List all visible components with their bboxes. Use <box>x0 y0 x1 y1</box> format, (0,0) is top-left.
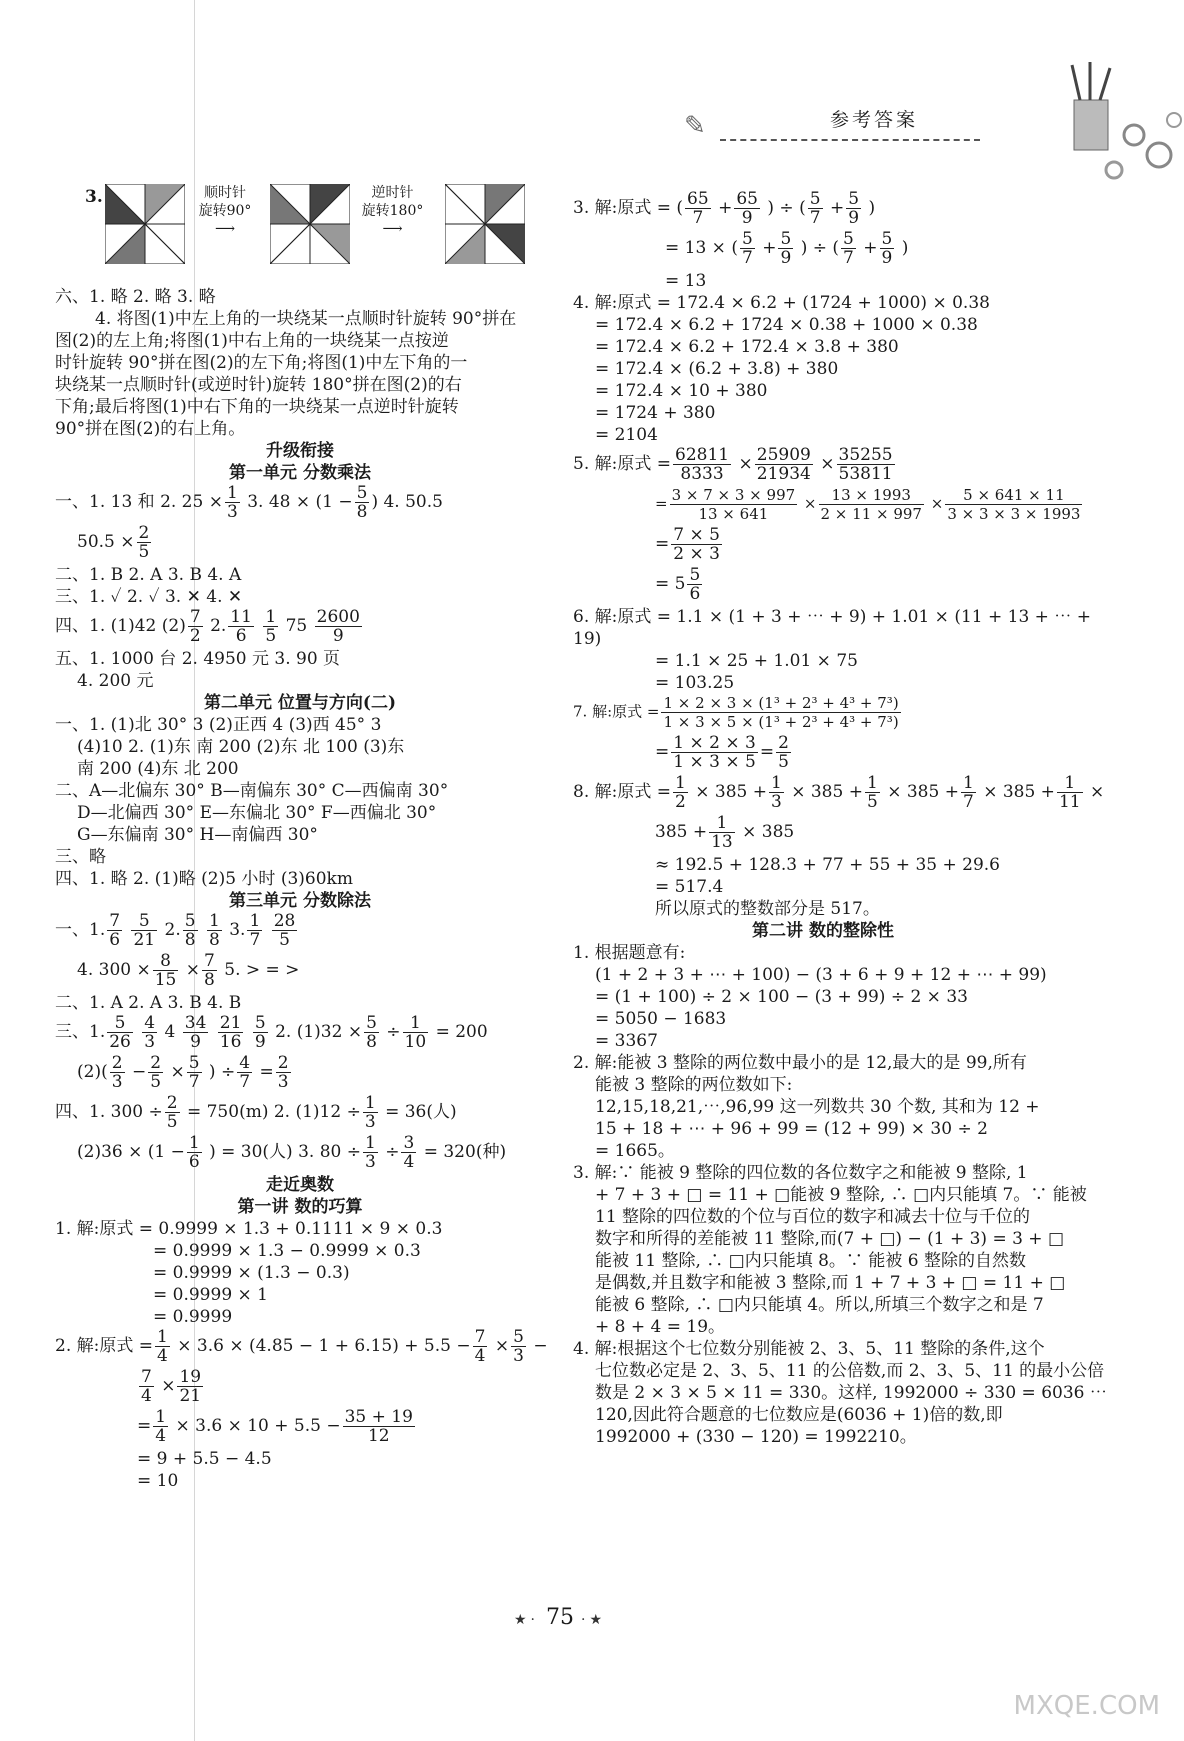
text-line: ≈ 192.5 + 128.3 + 77 + 55 + 35 + 29.6 <box>655 855 1000 875</box>
fraction <box>671 734 758 771</box>
numerator: 35 + 19 <box>344 1407 413 1427</box>
fraction <box>778 230 793 267</box>
text-line: 三、1. ✓ 2. ✓ 3. ✕ 4. ✕ <box>55 587 243 607</box>
pinwheel-3 <box>445 184 525 264</box>
arrow-label-1: 顺时针 旋转90° ⟶ <box>190 184 260 238</box>
numerator: 1 <box>188 1133 200 1153</box>
fraction <box>107 912 122 949</box>
denominator: 3 <box>364 1112 376 1132</box>
text-line: 一、1. (1)北 30° 3 (2)正西 4 (3)西 45° 3 <box>55 715 382 735</box>
fraction <box>511 1328 526 1365</box>
fraction <box>177 1368 203 1405</box>
fraction <box>153 952 179 989</box>
numerator: 1 <box>365 1133 376 1153</box>
text-line: = 172.4 × (6.2 + 3.8) + 380 <box>595 359 839 379</box>
denominator: 3 <box>513 1346 524 1366</box>
text-line: 2. 解:能被 3 整除的两位数中最小的是 12,最大的是 99,所有 <box>573 1053 1027 1073</box>
numerator: 35255 <box>838 445 893 465</box>
page-header <box>680 95 1020 155</box>
text-line: 二、1. B 2. A 3. B 4. A <box>55 565 242 585</box>
text-line: = 0.9999 × 1.3 − 0.9999 × 0.3 <box>153 1241 421 1261</box>
fraction <box>776 734 791 771</box>
numerator: 5 <box>809 189 821 209</box>
text-line: 能被 6 整除, ∴ □内只能填 4。所以,所填三个数字之和是 7 <box>595 1295 1044 1315</box>
text-line: 1. 解:原式 = 0.9999 × 1.3 + 0.1111 × 9 × 0.3 <box>55 1219 443 1239</box>
denominator: 8 <box>184 930 196 950</box>
denominator: 5 <box>866 792 878 812</box>
numerator: 1 <box>249 911 261 931</box>
denominator: 3 <box>365 1152 376 1172</box>
text-line: 五、1. 1000 台 2. 4950 元 3. 90 页 <box>55 649 341 669</box>
denominator: 8 <box>204 970 215 990</box>
denominator: 2 × 11 × 997 <box>820 505 922 523</box>
star-right-icon: ·★ <box>581 1612 607 1628</box>
fraction <box>165 1094 180 1131</box>
numerator: 7 <box>109 911 121 931</box>
numerator: 1 <box>709 814 735 833</box>
denominator: 3 <box>277 1072 289 1092</box>
fraction <box>673 446 731 483</box>
fraction <box>355 484 370 521</box>
text-line: 七位数必定是 2、3、5、11 的公倍数,而 2、3、5、11 的最小公倍 <box>595 1361 1105 1381</box>
numerator: 5 <box>356 483 368 503</box>
numerator: 5 <box>254 1013 266 1033</box>
text-line: 能被 11 整除, ∴ □内只能填 8。∵ 能被 6 整除的自然数 <box>595 1251 1026 1271</box>
section-heading: 第三单元 分数除法 <box>229 891 371 911</box>
numerator: 1 × 2 × 3 <box>673 733 756 753</box>
page-footer <box>500 1605 620 1630</box>
fraction <box>769 774 784 811</box>
denominator: 9 <box>741 208 753 228</box>
fraction <box>272 912 298 949</box>
numerator: 5 <box>513 1327 524 1347</box>
text-line: 图(2)的左上角;将图(1)中右上角的一块绕某一点按逆 <box>55 331 449 351</box>
text-line: 4. 将图(1)中左上角的一块绕某一点顺时针旋转 90°拼在 <box>95 309 517 329</box>
numerator: 7 <box>204 951 215 971</box>
numerator: 1 × 2 × 3 × (1³ + 2³ + 4³ + 7³) <box>663 694 899 712</box>
pinwheel-row <box>55 182 545 282</box>
fraction <box>139 1368 154 1405</box>
fraction <box>363 1094 378 1131</box>
denominator: 9 <box>780 248 792 268</box>
denominator: 6 <box>109 930 121 950</box>
text-line: 90°拼在图(2)的右上角。 <box>55 419 246 439</box>
denominator: 7 <box>843 248 854 268</box>
fraction <box>155 1328 170 1365</box>
text-line: = (1 + 100) ÷ 2 × 100 − (3 + 99) ÷ 2 × 33 <box>595 987 968 1007</box>
denominator: 5 <box>138 542 150 562</box>
fraction <box>276 1054 291 1091</box>
numerator: 7 <box>141 1367 152 1387</box>
fraction <box>671 526 722 563</box>
denominator: 4 <box>157 1346 168 1366</box>
numerator: 5 <box>780 229 792 249</box>
text-line: 数字和所得的差能被 11 整除,而(7 + □) − (1 + 3) = 3 + □ <box>595 1229 1065 1249</box>
numerator: 8 <box>153 952 179 971</box>
numerator: 2 <box>111 1053 123 1073</box>
section-heading: 第二单元 位置与方向(二) <box>203 693 396 713</box>
denominator: 7 <box>741 248 753 268</box>
text-line: = 5050 − 1683 <box>595 1009 727 1029</box>
denominator: 12 <box>367 1426 390 1446</box>
fraction <box>819 486 924 523</box>
right-column: 3. 解:原式 = ( $\frac{65}{7}$ + $\frac{65}{9}$ ) ÷ ( $\frac{5}{7}$ + $\frac{5}{9}$ ) = 13 × ( $\frac{5}{7}$ + $\frac{5}{9}$ ) ÷ ( $\frac{5}{7}$ + $\frac{5}{9}$ ) = 13 4. 解:原式 = 172.4 × 6.2 + (1724 + 1000) × 0.38 = 172.4 × 6.2 + 1724 × 0.38 + 1000 × 0.38 = 172.4 × 6.2 + 172.4 × 3.8 + 380 = 172.4 × (6.2 + 3.8) + 380 = 172.4 × 10 + 380 = 1724 + 380 = 2104 5. 解:原式 = $\frac{62811}{8333}$ × $\frac{25909}{21934}$ × $\frac{35255}{53811}$ = $\frac{3 \times 7 \times 3 \times 997}{13 \times 641}$ × $\frac{13 \times 1993}{2 \times 11 \times 997}$ × $\frac{5 \times 641 \times 11}{3 \times 3 \times 3 \times 1993}$ = $\frac{7 \times 5}{2 \times 3}$ = 5 $\frac{5}{6}$ 6. 解:原式 = 1.1 × (1 + 3 + ⋯ + 9) + 1.01 × (11 + 13 + ⋯ + 19) = 1.1 × 25 + 1.01 × 75 = 103.25 7. 解:原式 = $\frac{\text{1 × 2 × 3 × (1³ + 2³ + 4³ + 7³)}}{\text{1 × 3 × 5 × (1³ + 2³ + 4³ + 7³)}}$ = $\frac{1 \times 2 \times 3}{1 \times 3 \times 5}$ = $\frac{2}{5}$ 8. 解:原式 = $\frac{1}{2}$ × 385 + $\frac{1}{3}$ × 385 + $\frac{1}{5}$ × 385 + $\frac{1}{7}$ × 385 + $\frac{1}{11}$ × 385 + $\frac{1}{13}$ × 385 ≈ 192.5 + 128.3 + 77 + 55 + 35 + 29.6 = 517.4 所以原式的整数部分是 517。 第二讲 数的整除性 1. 根据题意有: (1 + 2 + 3 + ⋯ + 100) − (3 + 6 + 9 + 12 + ⋯ + 99) = (1 + 100) ÷ 2 × 100 − (3 + 99) ÷ 2 × 33 = 5050 − 1683 = 3367 2. 解:能被 3 整除的两位数中最小的是 12,最大的是 99,所有 能被 3 整除的两位数如下: 12,15,18,21,⋯,96,99 这一列数共 30 个数, 其和为 12 + 15 + 18 + ⋯ + 96 + 99 = (12 + 99) × 30 ÷ 2 = 1665。 3. 解:∵ 能被 9 整除的四位数的各位数字之和能被 9 整除, 1 + 7 + 3 + □ = 11 + □能被 9 整除, ∴ □内只能填 7。∵ 能被 11 整除的四位数的个位与百位的数字和减去十位与千位的 数字和所得的差能被 11 整除,而(7 + □) − (1 + 3) = 3 + □ 能被 11 整除, ∴ □内只能填 8。∵ 能被 6 整除的自然数 是偶数,并且数字和能被 3 整除,而 1 + 7 + 3 + □ = 11 + □ 能被 6 整除, ∴ □内只能填 4。所以,所填三个数字之和是 7 + 8 + 4 = 19。 4. 解:根据这个七位数分别能被 2、3、5、11 整除的条件,这个 七位数必定是 2、3、5、11 的公倍数,而 2、3、5、11 的最小公倍 数是 2 × 3 × 5 × 11 = 330。这样, 1992000 ÷ 330 = 6036 ⋯ 120,因此符合题意的七位数应是(6036 + 1)倍的数,即 1992000 + (330 − 120) = 1992210。 <box>573 189 1107 1447</box>
numerator: 1 <box>1057 774 1083 793</box>
fraction <box>253 1014 268 1051</box>
fraction <box>207 912 222 949</box>
numerator: 65 <box>736 189 758 209</box>
numerator: 1 <box>208 911 220 931</box>
denominator: 10 <box>404 1032 427 1052</box>
text-line: 6. 解:原式 = 1.1 × (1 + 3 + ⋯ + 9) + 1.01 × (11 + 13 + ⋯ + <box>573 607 1091 627</box>
denominator: 2 <box>675 792 686 812</box>
text-line: 下角;最后将图(1)中右下角的一块绕某一点逆时针旋转 <box>55 397 459 417</box>
numerator: 19 <box>179 1367 202 1387</box>
fraction <box>187 1054 202 1091</box>
fraction <box>107 1014 133 1051</box>
fraction <box>315 608 362 645</box>
fraction <box>841 230 856 267</box>
text-line: 3. 解:∵ 能被 9 整除的四位数的各位数字之和能被 9 整除, 1 <box>573 1163 1028 1183</box>
fraction <box>183 1014 209 1051</box>
flower-decoration-icon <box>1014 60 1184 200</box>
watermark: MXQE.COM <box>1013 1691 1160 1721</box>
fraction <box>808 190 823 227</box>
section-heading: 第一单元 分数乘法 <box>229 463 371 483</box>
denominator: 15 <box>154 970 177 990</box>
denominator: 6 <box>689 584 701 604</box>
denominator: 3 <box>144 1032 156 1052</box>
numerator: 1 <box>770 773 782 793</box>
text-line: 4. 解:原式 = 172.4 × 6.2 + (1724 + 1000) × 0.38 <box>573 293 990 313</box>
numerator: 21 <box>219 1013 242 1033</box>
numerator: 1 <box>157 1327 168 1347</box>
fraction <box>673 774 688 811</box>
arrow-right-icon: ⟶ <box>214 221 236 237</box>
numerator: 7 <box>189 607 201 627</box>
star-left-icon: ★· <box>513 1612 539 1628</box>
text-line: G—东偏南 30° H—南偏西 30° <box>77 825 318 845</box>
text-line: = 1.1 × 25 + 1.01 × 75 <box>655 651 858 671</box>
numerator: 7 <box>474 1327 486 1347</box>
text-line: 4. 解:根据这个七位数分别能被 2、3、5、11 整除的条件,这个 <box>573 1339 1045 1359</box>
numerator: 2 <box>277 1053 289 1073</box>
arrow-right-icon: ⟶ <box>382 221 403 237</box>
text-line: 六、1. 略 2. 略 3. 略 <box>55 287 216 307</box>
numerator: 5 <box>843 229 854 249</box>
denominator: 8333 <box>680 464 724 484</box>
denominator: 9 <box>332 626 344 646</box>
text-line: 数是 2 × 3 × 5 × 11 = 330。这样, 1992000 ÷ 330 = 6036 ⋯ <box>595 1383 1107 1403</box>
pencil-icon: ✎ <box>684 111 706 141</box>
numerator: 2 <box>150 1053 162 1073</box>
numerator: 5 <box>689 565 701 585</box>
denominator: 2 × 3 <box>673 544 720 564</box>
numerator: 3 <box>403 1133 415 1153</box>
text-line: = 172.4 × 10 + 380 <box>595 381 768 401</box>
fraction <box>734 190 760 227</box>
denominator: 5 <box>279 930 290 950</box>
text-line: 三、略 <box>55 847 106 867</box>
text-line: = 103.25 <box>655 673 735 693</box>
denominator: 5 <box>265 626 277 646</box>
numerator: 2 <box>778 733 789 753</box>
text-line: = 172.4 × 6.2 + 172.4 × 3.8 + 380 <box>595 337 899 357</box>
fraction <box>685 190 711 227</box>
arrow-label-2: 逆时针 旋转180° ⟶ <box>355 184 430 238</box>
fraction <box>188 608 203 645</box>
denominator: 4 <box>403 1152 415 1172</box>
denominator: 8 <box>208 930 220 950</box>
text-line: D—北偏西 30° E—东偏北 30° F—西偏北 30° <box>77 803 437 823</box>
numerator: 5 <box>366 1013 377 1033</box>
text-line: = 9 + 5.5 − 4.5 <box>137 1449 272 1469</box>
denominator: 7 <box>188 1072 200 1092</box>
numerator: 5 <box>131 912 157 931</box>
section-heading: 走近奥数 <box>266 1175 334 1195</box>
text-line: (1 + 2 + 3 + ⋯ + 100) − (3 + 6 + 9 + 12 + ⋯ + 99) <box>595 965 1047 985</box>
fraction <box>228 608 254 645</box>
denominator: 9 <box>254 1032 266 1052</box>
fraction <box>945 486 1082 523</box>
fraction <box>110 1054 125 1091</box>
fraction <box>183 912 198 949</box>
fraction <box>153 1408 168 1445</box>
denominator: 9 <box>848 208 860 228</box>
fraction <box>687 566 702 603</box>
denominator: 26 <box>109 1032 131 1052</box>
text-line: = 1724 + 380 <box>595 403 716 423</box>
text-line: 南 200 (4)东 北 200 <box>77 759 239 779</box>
text-line: 4. 200 元 <box>77 671 154 691</box>
text-line: (4)10 2. (1)东 南 200 (2)东 北 100 (3)东 <box>77 737 405 757</box>
fraction <box>1057 774 1083 811</box>
text-line: 15 + 18 + ⋯ + 96 + 99 = (12 + 99) × 30 ÷ 2 <box>595 1119 988 1139</box>
numerator: 25909 <box>756 445 811 465</box>
fraction <box>202 952 217 989</box>
text-line: = 172.4 × 6.2 + 1724 × 0.38 + 1000 × 0.38 <box>595 315 978 335</box>
numerator: 65 <box>687 189 709 209</box>
denominator: 16 <box>219 1032 242 1052</box>
denominator: 4 <box>155 1426 167 1446</box>
fraction <box>218 1014 244 1051</box>
numerator: 28 <box>273 911 296 931</box>
header-title: 参考答案 <box>830 109 919 131</box>
denominator: 53811 <box>838 464 893 484</box>
fraction <box>148 1054 163 1091</box>
text-line: 1992000 + (330 − 120) = 1992210。 <box>595 1427 917 1447</box>
numerator: 7 × 5 <box>673 525 720 545</box>
denominator: 8 <box>356 502 368 522</box>
fraction <box>364 1014 379 1051</box>
fraction <box>237 1054 252 1091</box>
denominator: 5 <box>778 752 789 772</box>
text-line: = 1665。 <box>595 1141 675 1161</box>
numerator: 1 <box>675 773 686 793</box>
denominator: 1 × 3 × 5 <box>673 752 756 772</box>
denominator: 7 <box>962 792 974 812</box>
numerator: 1 <box>155 1407 167 1427</box>
fraction <box>137 524 152 561</box>
denominator: 3 × 3 × 3 × 1993 <box>947 505 1081 523</box>
page-number: 75 <box>546 1605 574 1630</box>
denominator: 7 <box>692 208 704 228</box>
numerator: 1 <box>265 607 277 627</box>
denominator: 4 <box>474 1346 486 1366</box>
text-line: = 3367 <box>595 1031 658 1051</box>
text-line: 120,因此符合题意的七位数应是(6036 + 1)倍的数,即 <box>595 1405 1003 1425</box>
fraction <box>837 446 895 483</box>
text-line: 四、1. 略 2. (1)略 (2)5 小时 (3)60km <box>55 869 353 889</box>
numerator: 11 <box>230 607 252 627</box>
fraction <box>401 1134 416 1171</box>
denominator: 7 <box>239 1072 251 1092</box>
denominator: 3 <box>226 502 238 522</box>
denominator: 21 <box>133 930 156 950</box>
fraction <box>142 1014 157 1051</box>
denominator: 2 <box>189 626 201 646</box>
pinwheel-1 <box>105 184 185 264</box>
numerator: 2 <box>138 523 150 543</box>
denominator: 6 <box>188 1152 200 1172</box>
numerator: 4 <box>239 1053 251 1073</box>
denominator: 6 <box>235 626 247 646</box>
pinwheel-number: 3. <box>85 187 103 207</box>
text-line: 时针旋转 90°拼在图(2)的左下角;将图(1)中左下角的一 <box>55 353 468 373</box>
fraction <box>846 190 861 227</box>
denominator: 13 × 641 <box>698 505 769 523</box>
fraction <box>880 230 895 267</box>
text-line: + 8 + 4 = 19。 <box>595 1317 726 1337</box>
numerator: 2600 <box>316 607 360 627</box>
fraction <box>755 446 813 483</box>
numerator: 1 <box>962 773 974 793</box>
text-line: = 517.4 <box>655 877 724 897</box>
header-dash-line <box>720 139 980 141</box>
fraction <box>709 814 735 851</box>
fraction <box>473 1328 488 1365</box>
numerator: 13 × 1993 <box>819 486 924 505</box>
numerator: 5 <box>741 229 753 249</box>
numerator: 2 <box>166 1093 178 1113</box>
text-line: = 2104 <box>595 425 658 445</box>
text-line: 二、1. A 2. A 3. B 4. B <box>55 993 242 1013</box>
denominator: 7 <box>809 208 821 228</box>
fraction <box>661 694 900 731</box>
section-heading: 第二讲 数的整除性 <box>752 921 894 941</box>
denominator: 3 <box>770 792 782 812</box>
numerator: 4 <box>144 1013 156 1033</box>
text-line: + 7 + 3 + □ = 11 + □能被 9 整除, ∴ □内只能填 7。∵ 能被 <box>595 1185 1087 1205</box>
text-line: = 0.9999 <box>153 1307 233 1327</box>
numerator: 1 <box>364 1093 376 1113</box>
fraction <box>865 774 880 811</box>
numerator: 5 × 641 × 11 <box>945 486 1082 505</box>
text-line: 19) <box>573 629 602 649</box>
text-line: 所以原式的整数部分是 517。 <box>655 899 880 919</box>
denominator: 4 <box>141 1386 152 1406</box>
text-line: = 0.9999 × 1 <box>153 1285 268 1305</box>
fraction <box>670 486 798 523</box>
denominator: 8 <box>366 1032 377 1052</box>
fraction <box>403 1014 429 1051</box>
text-line: 能被 3 整除的两位数如下: <box>595 1075 793 1095</box>
denominator: 5 <box>166 1112 178 1132</box>
fraction <box>247 912 262 949</box>
fraction <box>131 912 157 949</box>
denominator: 1 × 3 × 5 × (1³ + 2³ + 4³ + 7³) <box>663 713 899 731</box>
fraction <box>225 484 240 521</box>
text-line: 是偶数,并且数字和能被 3 整除,而 1 + 7 + 3 + □ = 11 + □ <box>595 1273 1066 1293</box>
numerator: 5 <box>188 1053 200 1073</box>
fraction <box>740 230 755 267</box>
numerator: 1 <box>403 1014 429 1033</box>
denominator: 21 <box>179 1386 202 1406</box>
numerator: 5 <box>107 1014 133 1033</box>
denominator: 11 <box>1058 792 1081 812</box>
denominator: 13 <box>711 832 733 852</box>
denominator: 9 <box>881 248 893 268</box>
numerator: 5 <box>184 911 196 931</box>
section-heading: 升级衔接 <box>266 441 334 461</box>
text-line: = 10 <box>137 1471 179 1491</box>
left-column: 3. 顺时针 旋转90° ⟶ 逆时针 旋转180° ⟶ 六、1. 略 2. 略 3. 略 4. 将图(1)中左上角的一块绕某一点顺时针旋转 90°拼在 图(2)的左上角;将图(1)中右上角的一块绕某一点按逆 时针旋转 90°拼在图(2)的左下角;将图(1)中左下角的一 块绕某一点顺时针(或逆时针)旋转 180°拼在图(2)的右 下角;最后将图(1)中右下角的一块绕某一点逆时针旋转 90°拼在图(2)的右上角。 升级衔接 第一单元 分数乘法 一、1. 13 和 2. 25 × $\frac{1}{3}$ 3. 48 × (1 − $\frac{5}{8}$ ) 4. 50.5 50.5 × $\frac{2}{5}$ 二、1. B 2. A 3. B 4. A 三、1. ✓ 2. ✓ 3. ✕ 4. ✕ 四、1. (1)42 (2) $\frac{7}{2}$ 2. $\frac{11}{6}$ $\frac{1}{5}$ 75 $\frac{2600}{9}$ 五、1. 1000 台 2. 4950 元 3. 90 页 4. 200 元 第二单元 位置与方向(二) 一、1. (1)北 30° 3 (2)正西 4 (3)西 45° 3 (4)10 2. (1)东 南 200 (2)东 北 100 (3)东 南 200 (4)东 北 200 二、A—北偏东 30° B—南偏东 30° C—西偏南 30° D—北偏西 30° E—东偏北 30° F—西偏北 30° G—东偏南 30° H—南偏西 30° 三、略 四、1. 略 2. (1)略 (2)5 小时 (3)60km 第三单元 分数除法 一、1. $\frac{7}{6}$ $\frac{5}{21}$ 2. $\frac{5}{8}$ $\frac{1}{8}$ 3. $\frac{1}{7}$ $\frac{28}{5}$ 4. 300 × $\frac{8}{15}$ × $\frac{7}{8}$ 5. > = > 二、1. A 2. A 3. B 4. B 三、1. $\frac{5}{26}$ $\frac{4}{3}$ 4 $\frac{34}{9}$ $\frac{21}{16}$ $\frac{5}{9}$ 2. (1)32 × $\frac{5}{8}$ ÷ $\frac{1}{10}$ = 200 (2)( $\frac{2}{3}$ − $\frac{2}{5}$ × $\frac{5}{7}$ ) ÷ $\frac{4}{7}$ = $\frac{2}{3}$ 四、1. 300 ÷ $\frac{2}{5}$ = 750(m) 2. (1)12 ÷ $\frac{1}{3}$ = 36(人) (2)36 × (1 − $\frac{1}{6}$ ) = 30(人) 3. 80 ÷ $\frac{1}{3}$ ÷ $\frac{3}{4}$ = 320(种) 走近奥数 第一讲 数的巧算 1. 解:原式 = 0.9999 × 1.3 + 0.1111 × 9 × 0.3 = 0.9999 × 1.3 − 0.9999 × 0.3 = 0.9999 × (1.3 − 0.3) = 0.9999 × 1 = 0.9999 2. 解:原式 = $\frac{1}{4}$ × 3.6 × (4.85 − 1 + 6.15) + 5.5 − $\frac{7}{4}$ × $\frac{5}{3}$ − $\frac{7}{4}$ × $\frac{19}{21}$ = $\frac{1}{4}$ × 3.6 × 10 + 5.5 − $\frac{35 + 19}{12}$ = 9 + 5.5 − 4.5 = 10 <box>55 182 545 1492</box>
numerator: 3 × 7 × 3 × 997 <box>671 486 796 504</box>
numerator: 5 <box>881 229 893 249</box>
denominator: 3 <box>111 1072 123 1092</box>
fraction <box>363 1134 378 1171</box>
section-heading: 第一讲 数的巧算 <box>237 1197 363 1217</box>
denominator: 5 <box>150 1072 162 1092</box>
text-line: 二、A—北偏东 30° B—南偏东 30° C—西偏南 30° <box>55 781 449 801</box>
numerator: 34 <box>184 1013 207 1033</box>
text-line: = 13 <box>665 271 707 291</box>
text-line: 块绕某一点顺时针(或逆时针)旋转 180°拼在图(2)的右 <box>55 375 462 395</box>
text-line: 12,15,18,21,⋯,96,99 这一列数共 30 个数, 其和为 12 + <box>595 1097 1040 1117</box>
numerator: 1 <box>226 483 238 503</box>
fraction <box>187 1134 202 1171</box>
denominator: 21934 <box>756 464 811 484</box>
fraction <box>263 608 278 645</box>
denominator: 9 <box>190 1032 201 1052</box>
text-line: = 0.9999 × (1.3 − 0.3) <box>153 1263 350 1283</box>
numerator: 5 <box>848 189 860 209</box>
fraction <box>961 774 976 811</box>
text-line: 11 整除的四位数的个位与百位的数字和减去十位与千位的 <box>595 1207 1031 1227</box>
denominator: 7 <box>249 930 261 950</box>
pinwheel-2 <box>270 184 350 264</box>
numerator: 1 <box>866 773 878 793</box>
numerator: 62811 <box>675 445 730 465</box>
text-line: 1. 根据题意有: <box>573 943 686 963</box>
fraction <box>343 1408 415 1445</box>
